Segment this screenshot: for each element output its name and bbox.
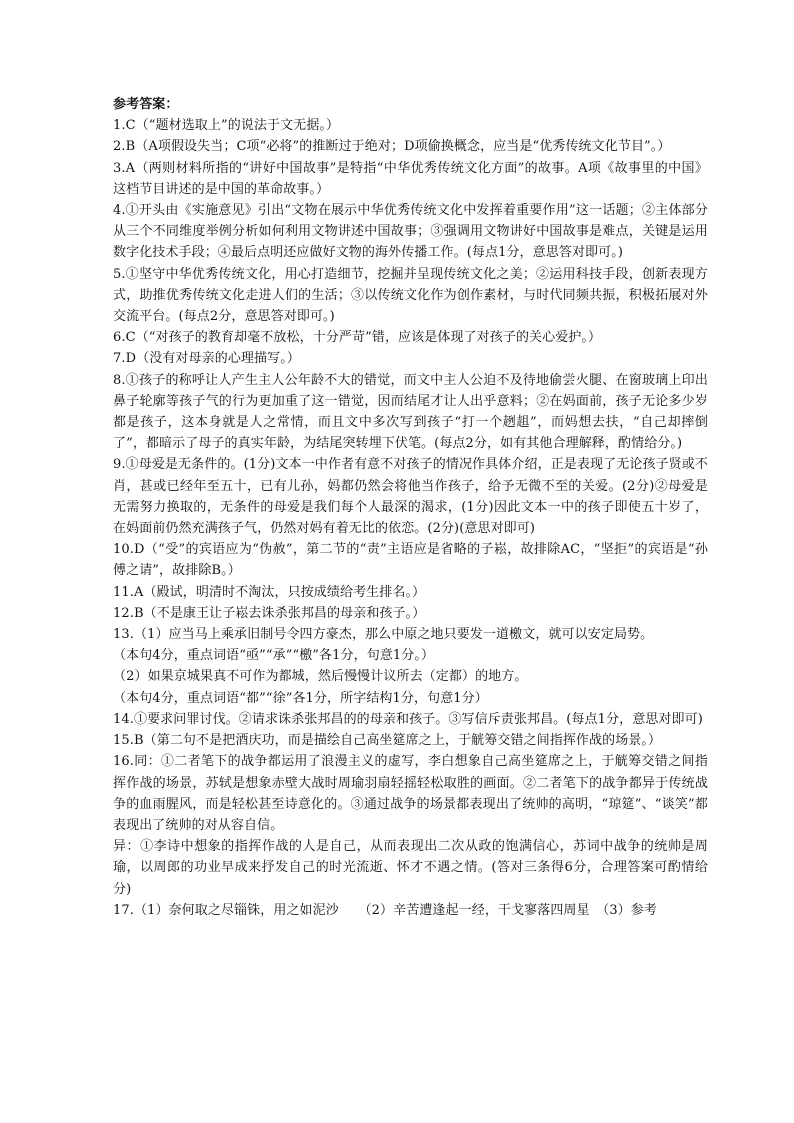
answer-paragraph: 13.（1）应当马上乘承旧制号令四方豪杰，那么中原之地只要发一道檄文，就可以安定局势。 [113,627,654,643]
answer-paragraph: 17.（1）奈何取之尽锱铢，用之如泥沙 （2）辛苦遭逢起一经，干戈寥落四周星 （3）参考 [113,902,657,918]
answer-paragraph: 2.B（A项假设失当；C项“必将”的推断过于绝对；D项偷换概念，应当是“优秀传统文化节目”。） [113,139,671,155]
answer-paragraph: （本句4分，重点词语“亟”“承”“檄”各1分，句意1分。） [113,648,435,664]
answer-paragraph: 4.①开头由《实施意见》引出“文物在展示中华优秀传统文化中发挥着重要作用”这一话题；②主体部分从三个不同维度举例分析如何利用文物讲述中国故事；③强调用文物讲好中国故事是难点，关键是运用数字化技术手段；④最后点明还应做好文物的海外传播工作。(每点1分，意思答对即可。) [113,203,708,261]
answers-heading: 参考答案： [113,97,179,112]
answer-paragraph: 14.①要求问罪讨伐。②请求诛杀张邦昌的的母亲和孩子。③写信斥责张邦昌。(每点1分，意思对即可) [113,711,703,727]
answer-paragraph: 7.D（没有对母亲的心理描写。） [113,351,300,367]
answer-paragraph: 异：①李诗中想象的指挥作战的人是自己，从而表现出二次从政的饱满信心，苏词中战争的统帅是周瑜，以周郎的功业早成来抒发自己的时光流逝、怀才不遇之情。(答对三条得6分，合理答案可酌情给分) [113,839,708,897]
answer-paragraph: 12.B（不是康王让子崧去诛杀张邦昌的母亲和孩子。） [113,605,426,621]
answer-paragraph: 3.A（两则材料所指的“讲好中国故事”是特指“中华优秀传统文化方面”的故事。A项《故事里的中国》这档节目讲述的是中国的革命故事。） [113,160,708,197]
answer-paragraph: 5.①坚守中华优秀传统文化，用心打造细节，挖掘并呈现传统文化之美；②运用科技手段，创新表现方式，助推优秀传统文化走进人们的生活；③以传统文化作为创作素材，与时代同频共振，积极拓展对外交流平台。(每点2分，意思答对即可。) [113,266,708,325]
answer-paragraph: （本句4分，重点词语“都”“徐”各1分，所字结构1分，句意1分） [113,690,488,706]
answer-paragraph: 9.①母爱是无条件的。(1分)文本一中作者有意不对孩子的情况作具体介绍，正是表现了无论孩子贤或不肖，甚或已经年至五十，已有儿孙，妈都仍然会将他当作孩子，给予无微不至的关爱。(2分)②母爱是无需努力换取的，无条件的母爱是我们每个人最深的渴求，(1分)因此文本一中的孩子即使五十岁了，在妈面前仍然充满孩子气，仍然对妈有着无比的依恋。(2分)(意思对即可) [113,457,708,537]
answer-paragraph: 1.C（“题材选取上”的说法于文无据。） [113,118,340,134]
answer-paragraph: 10.D（“受”的宾语应为“伪赦”，第二节的“责”主语应是省略的子崧，故排除AC，“坚拒”的宾语是“孙傅之请”，故排除B。） [113,542,708,579]
answer-paragraph: 8.①孩子的称呼让人产生主人公年龄不大的错觉，而文中主人公迫不及待地偷尝火腿、在窗玻璃上印出鼻子轮廓等孩子气的行为更加重了这一错觉，因而结尾才让人出乎意料；②在妈面前，孩子无论多少岁都是孩子，这本身就是人之常情，而且文中多次写到孩子“打一个趔趄”，而妈想去扶，“自己却摔倒了”，都暗示了母子的真实年龄，为结尾突转埋下伏笔。(每点2分，如有其他合理解释，酌情给分。) [113,372,708,452]
answer-paragraph: （2）如果京城果真不可作为都城，然后慢慢计议所去（定都）的地方。 [113,669,528,685]
answer-document [113,94,708,921]
answer-paragraph: 15.B（第二句不是把酒庆功，而是描绘自己高坐筵席之上，于觥筹交错之间指挥作战的场景。） [113,733,662,749]
answer-paragraph: 6.C（“对孩子的教育却毫不放松，十分严苛”错，应该是体现了对孩子的关心爱护。） [113,330,602,346]
answer-list [113,115,708,921]
answer-paragraph: 11.A（殿试，明清时不淘汰，只按成绩给考生排名。） [113,584,426,600]
answer-paragraph: 16.同：①二者笔下的战争都运用了浪漫主义的虚写，李白想象自己高坐筵席之上，于觥筹交错之间指挥作战的场景，苏轼是想象赤壁大战时周瑜羽扇轻摇轻松取胜的画面。②二者笔下的战争都异于传统战争的血雨腥风，而是轻松甚至诗意化的。③通过战争的场景都表现出了统帅的高明，“琼筵”、“谈笑”都表现出了统帅的对从容自信。 [113,754,708,833]
